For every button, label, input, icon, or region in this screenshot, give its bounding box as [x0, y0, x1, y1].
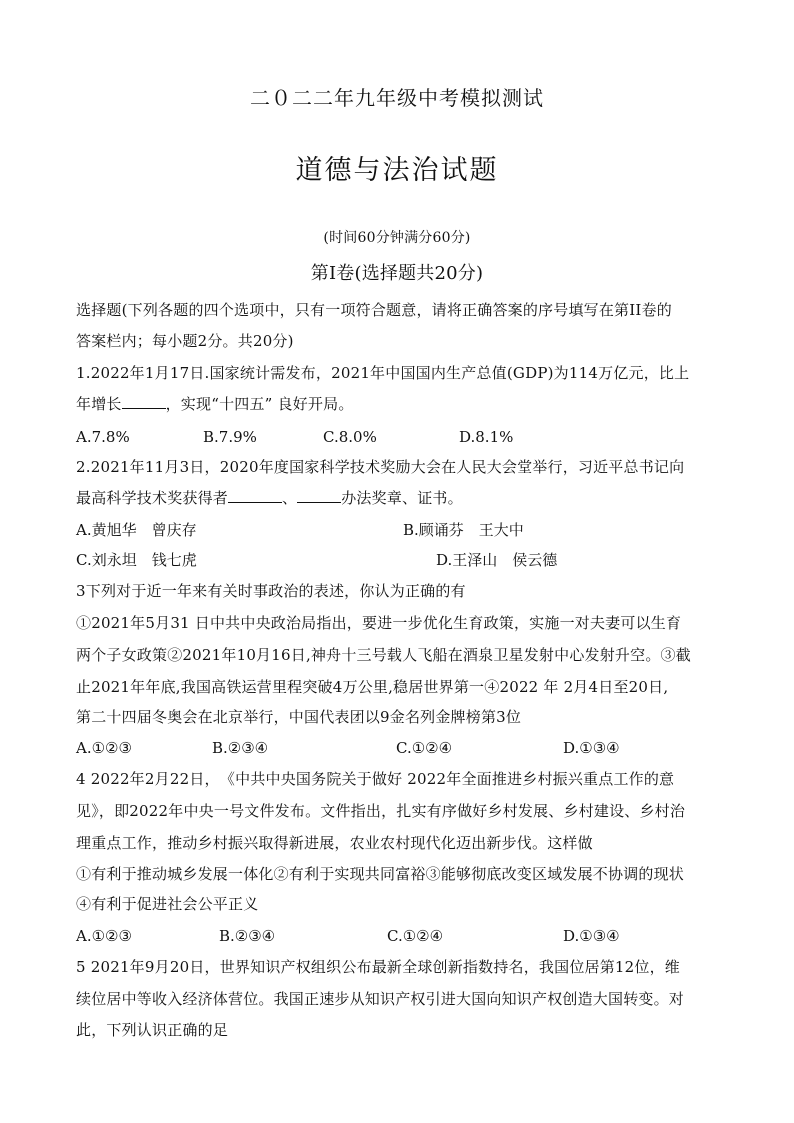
q4-line-1: 4 2022年2月22日， 《中共中央国务院关于做好 2022年全面推进乡村振兴重点工作的意	[76, 770, 675, 788]
time-note: (时间60分钟满分60分)	[323, 230, 471, 246]
q1-text-b: ，实现“十四五” 良好开局。	[165, 395, 354, 413]
q2-text-b: 、	[282, 489, 298, 507]
q3-line-1: 3下列对于近一年来有关时事政治的表述，你认为正确的有	[76, 582, 466, 600]
q2-line-2	[76, 488, 463, 508]
q2-line-1: 2.2021年11月3日，2020年度国家科学技术奖励大会在人民大会堂举行，习近平总书记向	[76, 458, 685, 476]
q4-option-d: D.①③④	[563, 927, 620, 945]
q1-option-c: C.8.0%	[323, 428, 377, 446]
q4-option-c: C.①②④	[387, 927, 444, 945]
q4-option-b: B.②③④	[219, 927, 276, 945]
q3-option-b: B.②③④	[212, 739, 269, 757]
q1-text-a: 年增长	[76, 395, 122, 413]
q2-option-a: A.黄旭华 曾庆存	[76, 521, 197, 539]
q2-blank-2	[297, 488, 341, 503]
q1-line-1: 1.2022年1月17日.国家统计需发布，2021年中国国内生产总值(GDP)为114万亿元，比上	[76, 364, 690, 382]
instructions-line-1: 选择题(下列各题的四个选项中，只有一项符合题意，请将正确答案的序号填写在第II卷的	[76, 301, 672, 319]
q2-option-c: C.刘永坦 钱七虎	[76, 551, 197, 569]
q5-line-1: 5 2021年9月20日，世界知识产权组织公布最新全球创新指数持名，我国位居第12位，维	[76, 958, 681, 976]
q3-option-d: D.①③④	[563, 739, 620, 757]
q1-option-a: A.7.8%	[76, 428, 130, 446]
q3-option-c: C.①②④	[396, 739, 453, 757]
section-title: 第Ⅰ卷(选择题共20分)	[310, 263, 484, 284]
q3-option-a: A.①②③	[76, 739, 132, 757]
q2-option-b: B.顾诵芬 王大中	[403, 521, 524, 539]
q4-line-5: ④有利于促进社会公平正义	[76, 895, 259, 913]
q3-line-2: ①2021年5月31 日中共中央政治局指出，要进一步优化生育政策，实施一对夫妻可以生育	[76, 614, 682, 632]
q5-line-3: 此，下列认识正确的足	[76, 1021, 229, 1039]
q2-text-a: 最高科学技术奖获得者	[76, 489, 229, 507]
q2-blank-1	[228, 488, 282, 503]
q2-text-c: 办法奖章、证书。	[341, 489, 463, 507]
q4-option-a: A.①②③	[76, 927, 132, 945]
q1-line-2	[76, 394, 354, 414]
q4-line-3: 理重点工作，推动乡村振兴取得新进展，农业农村现代化迈出新步伐。这样做	[76, 834, 593, 852]
q4-line-4: ①有利于推动城乡发展一体化②有利于实现共同富裕③能够彻底改变区域发展不协调的现状	[76, 865, 685, 883]
q3-line-5: 第二十四届冬奥会在北京举行，中国代表团以9金名列金牌榜第3位	[76, 708, 522, 726]
subject-title: 道德与法治试题	[295, 155, 499, 186]
q5-line-2: 续位居中等收入经济体营位。我国正速步从知识产权引进大国向知识产权创造大国转变。对	[76, 990, 685, 1008]
q3-line-4: 止2021年年底,我国高铁运营里程突破4万公里,稳居世界第一④2022 年 2月4日至20日,	[76, 678, 669, 696]
q1-option-d: D.8.1%	[459, 428, 514, 446]
q3-line-3: 两个子女政策②2021年10月16日,神舟十三号载人飞船在酒泉卫星发射中心发射升空。③截	[76, 646, 691, 664]
q2-option-d: D.王泽山 侯云德	[436, 551, 558, 569]
q4-line-2: 见》，即2022年中央一号文件发布。文件指出，扎实有序做好乡村发展、乡村建设、乡村治	[76, 802, 686, 820]
q1-option-b: B.7.9%	[203, 428, 257, 446]
q1-blank	[122, 394, 166, 409]
instructions-line-2: 答案栏内；每小题2分。共20分)	[76, 332, 294, 350]
exam-title: 二０二二年九年级中考模拟测试	[250, 86, 544, 110]
